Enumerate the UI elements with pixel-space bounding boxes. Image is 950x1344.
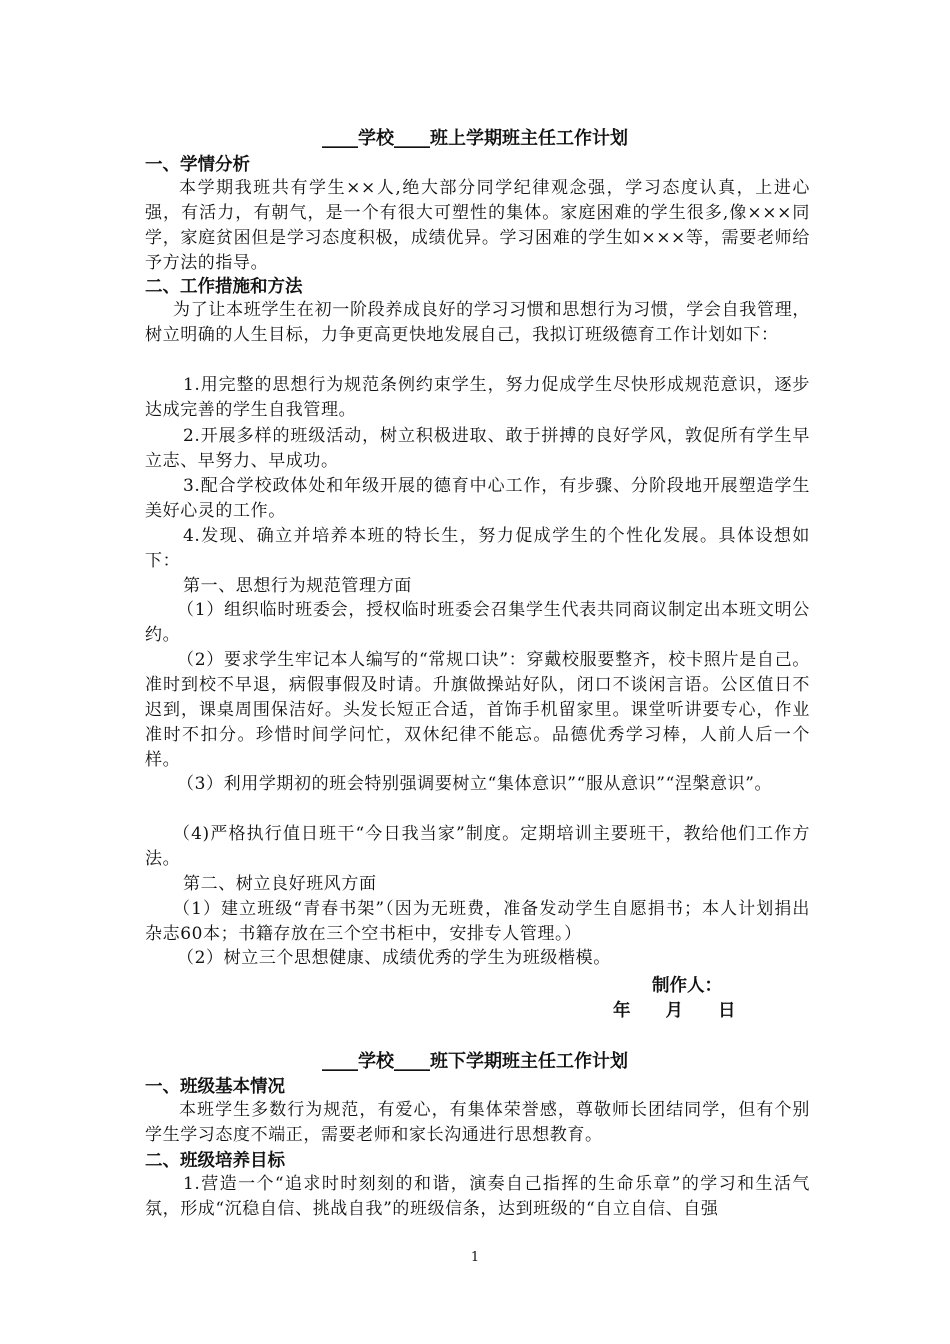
- plan1-sub2-p2: （2）树立三个思想健康、成绩优秀的学生为班级楷模。: [177, 948, 611, 968]
- plan1-item2: 2.开展多样的班级活动，树立积极进取、敢于拼搏的良好学风，敦促所有学生早立志、早努力、早成功。: [145, 426, 810, 471]
- plan1-sub2-p1: （1）建立班级“青春书架”（因为无班费，准备发动学生自愿捐书；本人计划捐出杂志60本；书籍存放在三个空书柜中，安排专人管理。）: [145, 899, 810, 944]
- plan2-section2-heading: 二、班级培养目标: [145, 1151, 285, 1171]
- plan1-sub1-heading: 第一、思想行为规范管理方面: [183, 576, 412, 596]
- plan1-sub1-p1: （1）组织临时班委会，授权临时班委会召集学生代表共同商议制定出本班文明公约。: [145, 600, 810, 645]
- plan2-section1-text: 本班学生多数行为规范，有爱心，有集体荣誉感，尊敬师长团结同学，但有个别学生学习态度不端正，需要老师和家长沟通进行思想教育。: [145, 1100, 810, 1145]
- page-number: 1: [470, 1250, 480, 1265]
- plan2-title: ____学校____班下学期班主任工作计划: [322, 1051, 628, 1072]
- plan1-title: ____学校____班上学期班主任工作计划: [322, 128, 628, 149]
- plan1-section2-intro: 为了让本班学生在初一阶段养成良好的学习习惯和思想行为习惯，学会自我管理，树立明确的人生目标，力争更高更快地发展自己，我拟订班级德育工作计划如下：: [145, 300, 810, 345]
- plan1-section1-heading: 一、学情分析: [145, 155, 250, 175]
- plan1-sub2-heading: 第二、树立良好班风方面: [183, 874, 377, 894]
- plan1-date: 年 月 日: [613, 1001, 736, 1021]
- plan2-goal1: 1.营造一个“追求时时刻刻的和谐，演奏自己指挥的生命乐章”的学习和生活气氛，形成“沉稳自信、挑战自我”的班级信条，达到班级的“自立自信、自强: [145, 1174, 810, 1219]
- plan1-sub1-p2: （2）要求学生牢记本人编写的“常规口诀”：穿戴校服要整齐，校卡照片是自己。准时到校不早退，病假事假及时请。升旗做操站好队，闭口不谈闲言语。公区值日不迟到，课桌周围保洁好。头发长短正合适，首饰手机留家里。课堂听讲要专心，作业准时不扣分。珍惜时间学问忙，双休纪律不能忘。品德优秀学习棒，人前人后一个样。: [145, 650, 810, 770]
- plan1-section1-text: 本学期我班共有学生××人,绝大部分同学纪律观念强，学习态度认真，上进心强，有活力，有朝气，是一个有很大可塑性的集体。家庭困难的学生很多,像×××同学，家庭贫困但是学习态度积极，成绩优异。学习困难的学生如×××等，需要老师给予方法的指导。: [145, 178, 810, 273]
- plan1-item1: 1.用完整的思想行为规范条例约束学生，努力促成学生尽快形成规范意识，逐步达成完善的学生自我管理。: [145, 375, 810, 420]
- plan1-sub1-p4: （4)严格执行值日班干“今日我当家”制度。定期培训主要班干，教给他们工作方法。: [145, 824, 810, 869]
- plan1-section2-heading: 二、工作措施和方法: [145, 277, 303, 297]
- plan1-sub1-p3: （3）利用学期初的班会特别强调要树立“集体意识”“服从意识”“涅槃意识”。: [177, 774, 773, 794]
- plan1-item3: 3.配合学校政体处和年级开展的德育中心工作，有步骤、分阶段地开展塑造学生美好心灵的工作。: [145, 476, 810, 521]
- plan1-maker: 制作人：: [652, 976, 722, 996]
- plan2-section1-heading: 一、班级基本情况: [145, 1077, 285, 1097]
- plan1-item4: 4.发现、确立并培养本班的特长生，努力促成学生的个性化发展。具体设想如下：: [145, 526, 810, 571]
